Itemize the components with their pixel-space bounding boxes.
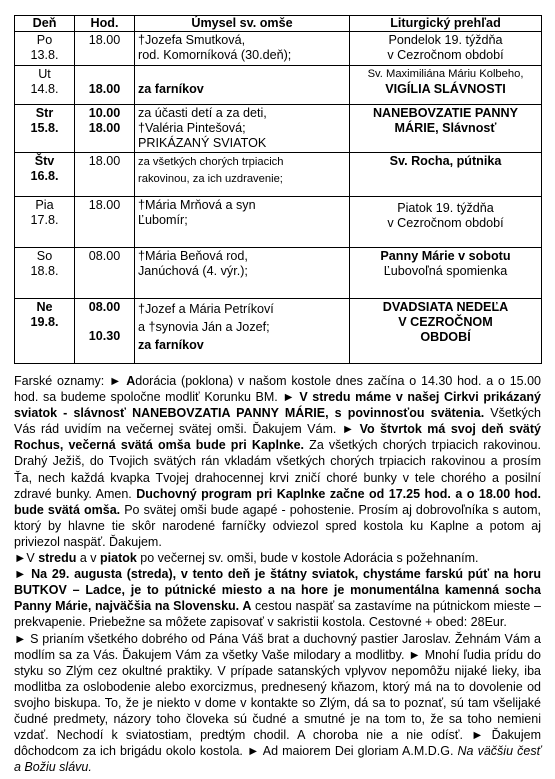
liturgy-line: Ľubovoľná spomienka: [383, 264, 508, 278]
hour-cell: [75, 66, 135, 105]
announcement-text: A: [126, 374, 136, 388]
intention-cell: [135, 32, 350, 66]
announcement-text: Farské oznamy: ►: [14, 374, 127, 388]
liturgy-cell: [350, 197, 542, 248]
intention-line: †Jozefa Smutková,: [138, 33, 246, 47]
day-date: 14.8.: [30, 82, 59, 96]
announcement-text: Vo štvrtok má svoj deň svätý Rochus, večerná svätá omša bude pri Kaplnke.: [14, 422, 541, 453]
intention-line: †Jozef a Mária Petríkoví: [138, 302, 274, 316]
liturgy-line: v Cezročnom období: [387, 216, 504, 230]
day-date: 15.8.: [30, 121, 59, 135]
intention-cell: [135, 299, 350, 364]
announcement-text: Duchovný program pri Kaplnke začne od 17.25 hod. a o 18.00 hod. bude svätá omša.: [14, 486, 541, 517]
intention-line: Janúchová (4. výr.);: [138, 264, 248, 278]
announcement-text: Po svätej omši bude agapé - pohostenie. Prosím aj dobrovoľníka s autom, ktorý by hlavne tie skôr narodené farníčky odviezol spred kostola ku Kaplne a potom aj priviezol naspäť. Ďakujem.: [14, 502, 541, 549]
day-cell: [15, 66, 75, 105]
header-liturgy: Liturgický prehľad: [350, 16, 542, 32]
day-name: Ut: [38, 67, 51, 81]
intention-line: za farníkov: [138, 82, 204, 96]
liturgy-line: v Cezročnom období: [387, 48, 504, 62]
announcement-paragraph: [14, 373, 541, 550]
intention-line: †Valéria Pintešová;: [138, 121, 246, 135]
day-cell: [15, 197, 75, 248]
table-row: [15, 66, 542, 105]
intention-line: †Mária Mrňová a syn: [138, 198, 256, 212]
liturgy-cell: [350, 66, 542, 105]
liturgy-line: OBDOBÍ: [420, 330, 471, 344]
liturgy-line: Piatok 19. týždňa: [397, 201, 494, 215]
announcement-text: Všetkých Vás rád uvidím na večernej svätej omši. Ďakujem Vám. ►: [14, 406, 541, 437]
announcement-text: ►: [14, 567, 32, 582]
hour-cell: [75, 153, 135, 197]
mass-hour: 10.30: [88, 329, 121, 343]
day-cell: [15, 299, 75, 364]
intention-line: rakovinou, za ich uzdravenie;: [138, 173, 283, 185]
announcement-text: Na väčšiu česť a Božiu slávu.: [14, 744, 541, 775]
day-cell: [15, 105, 75, 153]
intention-line: Ľubomír;: [138, 213, 188, 227]
liturgy-line: Panny Márie v sobotu: [380, 249, 511, 263]
day-name: Po: [36, 33, 53, 47]
header-intention: Úmysel sv. omše: [135, 16, 350, 32]
table-header-row: [15, 16, 542, 32]
announcement-paragraph: [14, 550, 541, 566]
liturgy-line: MÁRIE, Slávnosť: [394, 121, 497, 135]
intention-cell: [135, 105, 350, 153]
announcement-text: a v: [76, 551, 101, 566]
day-date: 18.8.: [30, 264, 59, 278]
announcement-paragraph: [14, 566, 541, 630]
intention-cell: [135, 197, 350, 248]
day-cell: [15, 248, 75, 299]
announcement-text: cestou naspäť sa zastavíme na pútnickom mieste – prekvapenie. Priebežne sa môžete zapisovať v sakristii kostola. Cestovné + obed: 28Eur.: [14, 599, 541, 630]
day-name: Štv: [34, 154, 55, 168]
day-cell: [15, 32, 75, 66]
hour-cell: [75, 197, 135, 248]
day-date: 17.8.: [30, 213, 59, 227]
mass-hour: 18.00: [88, 121, 121, 135]
announcement-text: piatok: [100, 551, 137, 566]
hour-cell: [75, 105, 135, 153]
announcement-text: A: [239, 599, 252, 614]
intention-line: PRIKÁZANÝ SVIATOK: [138, 136, 267, 150]
liturgy-cell: [350, 299, 542, 364]
liturgy-line: Sv. Rocha, pútnika: [389, 154, 502, 168]
announcement-text: po večernej sv. omši, bude v kostole Adorácia s požehnaním.: [136, 551, 479, 566]
table-row: [15, 299, 542, 364]
liturgy-line: DVADSIATA NEDEĽA: [382, 300, 509, 314]
parish-announcements: [14, 373, 541, 775]
mass-hour: 18.00: [88, 198, 121, 212]
announcement-text: V stredu máme v našej Cirkvi prikázaný sviatok - slávnosť NANEBOVZATIA PANNY MÁRIE, s povinnosťou svätenia.: [14, 390, 542, 421]
hour-cell: [75, 299, 135, 364]
liturgy-cell: [350, 153, 542, 197]
table-row: [15, 105, 542, 153]
day-date: 19.8.: [30, 315, 59, 329]
table-row: [15, 197, 542, 248]
intention-line: rod. Komorníková (30.deň);: [138, 48, 292, 62]
announcement-text: stredu: [38, 551, 77, 566]
table-row: [15, 248, 542, 299]
hour-cell: [75, 32, 135, 66]
announcement-text: ►V: [14, 551, 39, 566]
liturgy-line: VIGÍLIA SLÁVNOSTI: [385, 82, 506, 96]
announcement-paragraph: [14, 631, 541, 776]
liturgy-line: NANEBOVZATIE PANNY: [372, 106, 519, 120]
liturgy-line: Sv. Maximiliána Máriu Kolbeho,: [367, 68, 524, 80]
mass-schedule-table: [14, 15, 542, 364]
intention-line: za účasti detí a za deti,: [138, 106, 267, 120]
mass-hour: 10.00: [88, 106, 121, 120]
day-cell: [15, 153, 75, 197]
day-name: Ne: [36, 300, 53, 314]
liturgy-cell: [350, 32, 542, 66]
mass-hour: 08.00: [88, 249, 121, 263]
intention-line: a †synovia Ján a Jozef;: [138, 320, 270, 334]
liturgy-line: Pondelok 19. týždňa: [388, 33, 503, 47]
mass-hour: 18.00: [88, 33, 121, 47]
day-date: 16.8.: [30, 169, 59, 183]
hour-cell: [75, 248, 135, 299]
mass-hour: 18.00: [88, 154, 121, 168]
liturgy-cell: [350, 248, 542, 299]
mass-hour: 18.00: [88, 82, 121, 96]
liturgy-line: V CEZROČNOM: [398, 315, 493, 329]
announcement-text: ► S prianím všetkého dobrého od Pána Váš brat a duchovný pastier Jaroslav. Žehnám Vám a modlím sa za Vás. Ďakujem Vám za všetky Vaše milodary a modlitby. ► Mnohí ľudia prídu do styku so Zlým cez okultné praktiky. V prípade satanských vplyvov nepomôžu nijaké lieky, iba modlitba za oslobodenie alebo exorcizmus, prednesený kňazom, ktorý má na to dovolenie od svojho biskupa. To, že je niekto v dome v kontakte so Zlým, dá sa to poznať, sú tam všelijaké čudné predmety, názory toho človeka sú čudné a smutné je na tom to, že sa toho nemieni vzdať. Nechodí k sviatostiam, predtým chodil. A choroba nie a nie odísť. ► Ďakujem dôchodcom za ich brigádu okolo kostola. ► Ad maiorem Dei gloriam A.M.D.G.: [14, 631, 541, 759]
announcement-text: dorácia (poklona) v našom kostole dnes začína o 14.30 hod. a o 15.00 hod. sa budeme spoločne modliť Korunku BM. ►: [14, 374, 542, 405]
announcement-text: Na 29. augusta (streda), v tento deň je štátny sviatok, chystáme farskú púť na horu BUTKOV – Ladce, je to pútnické miesto a na hore je monumentálna kamenná socha Panny Márie, najväčšia na Slovensku.: [14, 567, 541, 614]
intention-cell: [135, 248, 350, 299]
intention-cell: [135, 66, 350, 105]
day-name: Str: [35, 106, 54, 120]
intention-line: za farníkov: [138, 338, 204, 352]
announcement-text: Za všetkých chorých trpiacich rakovinou. Drahý Ježiš, do Tvojich svätých rán vkladám všetkých chorých trpiacich rakovinou a prosím Ťa, nech každá kvapka Tvojej drahocennej krvi zničí choré bunky v tele chorého a posilní zdravé bunky. Amen.: [14, 438, 541, 501]
day-name: So: [36, 249, 53, 263]
table-row: [15, 32, 542, 66]
header-day: Deň: [15, 16, 75, 32]
intention-cell: [135, 153, 350, 197]
intention-line: †Mária Beňová rod,: [138, 249, 248, 263]
header-hour: Hod.: [75, 16, 135, 32]
day-name: Pia: [35, 198, 54, 212]
liturgy-cell: [350, 105, 542, 153]
table-row: [15, 153, 542, 197]
mass-hour: 08.00: [88, 300, 121, 314]
day-date: 13.8.: [30, 48, 59, 62]
intention-line: za všetkých chorých trpiacich: [138, 156, 284, 168]
